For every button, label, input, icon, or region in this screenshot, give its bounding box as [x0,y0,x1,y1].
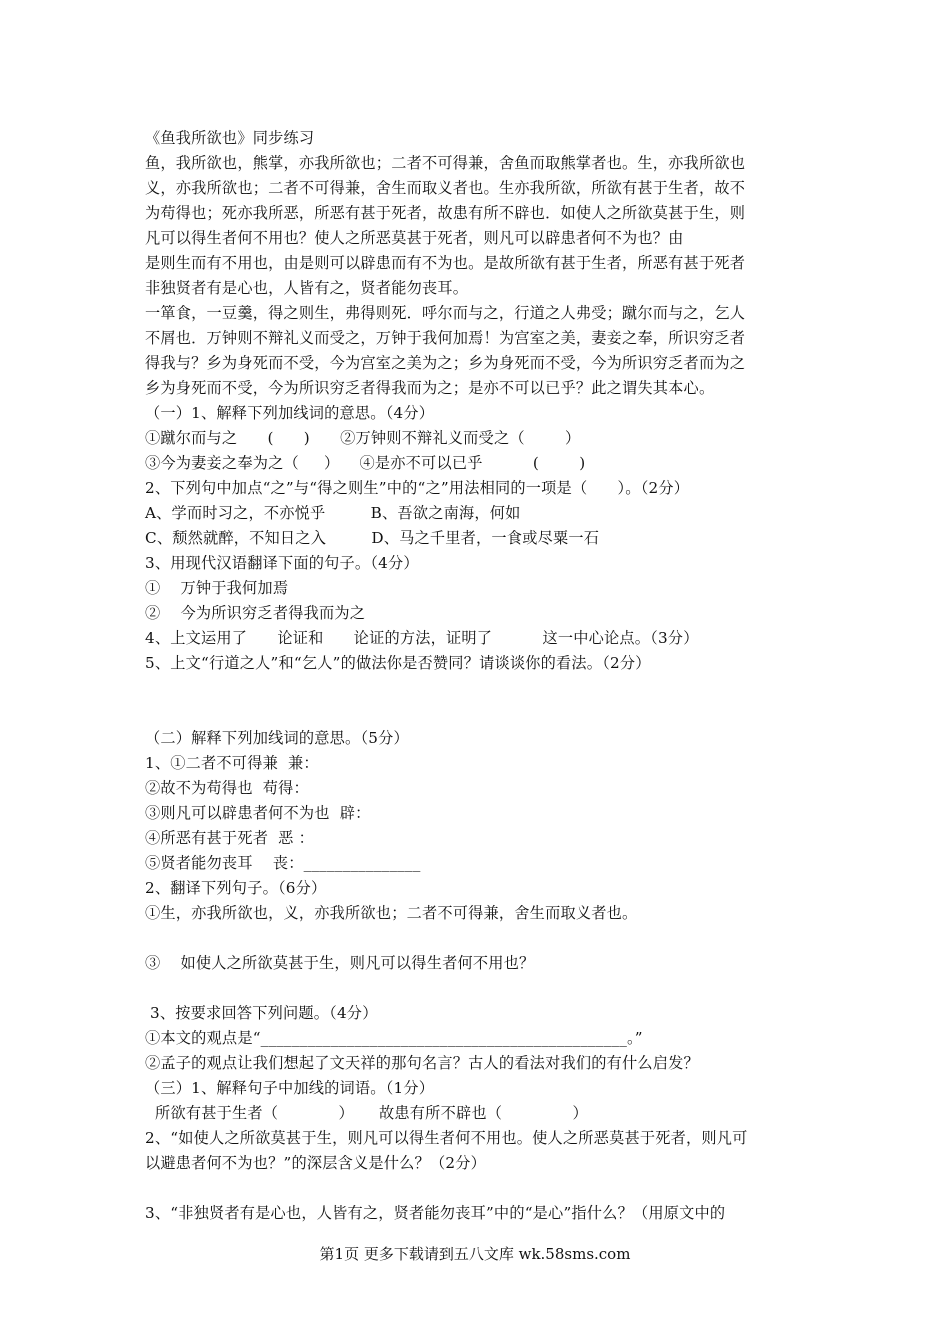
passage-line: 为苟得也；死亦我所恶，所恶有甚于死者，故患有所不辟也．如使人之所欲莫甚于生，则 [145,204,746,222]
question-line: ⑤贤者能勿丧耳 丧：_______________ [145,854,421,872]
question-line: 3、按要求回答下列问题。（4分） [145,1004,378,1022]
passage-line: 得我与？乡为身死而不受，今为宫室之美为之；乡为身死而不受，今为所识穷乏者而为之 [145,354,746,372]
passage-line: 凡可以得生者何不用也？使人之所恶莫甚于死者，则凡可以辟患者何不为也？由 [145,229,684,247]
option-line: C、颓然就醉，不知日之入 D、马之千里者，一食或尽粟一石 [145,529,600,547]
passage-line: 鱼，我所欲也，熊掌，亦我所欲也；二者不可得兼，舍鱼而取熊掌者也。生，亦我所欲也 [145,154,746,172]
question-line: 3、“非独贤者有是心也，人皆有之，贤者能勿丧耳”中的“是心”指什么？（用原文中的 [145,1204,726,1222]
question-line: ②孟子的观点让我们想起了文天祥的那句名言？古人的看法对我们的有什么启发？ [145,1054,699,1072]
question-line: ②故不为苟得也 苟得： [145,779,309,797]
question-line: ③今为妻妾之奉为之（ ） ④是亦不可以已乎 ( ) [145,454,586,472]
section-heading: （一）1、解释下列加线词的意思。（4分） [145,404,435,422]
question-line: ④所恶有甚于死者 恶 ： [145,829,314,847]
question-line: 以避患者何不为也？”的深层含义是什么？（2分） [145,1154,486,1172]
question-line: 4、上文运用了 论证和 论证的方法，证明了 这一中心论点。（3分） [145,629,699,647]
passage-line: 非独贤者有是心也，人皆有之，贤者能勿丧耳。 [145,279,469,297]
section-heading: （三）1、解释句子中加线的词语。（1分） [145,1079,435,1097]
question-line: ③则凡可以辟患者何不为也 辟： [145,804,371,822]
question-line: ①本文的观点是“_______________________________________________。” [145,1029,643,1047]
question-line: 2、“如使人之所欲莫甚于生，则凡可以得生者何不用也。使人之所恶莫甚于死者，则凡可 [145,1129,748,1147]
doc-title: 《鱼我所欲也》同步练习 [145,129,315,147]
question-line: 2、翻译下列句子。（6分） [145,879,327,897]
question-line: 2、下列句中加点“之”与“得之则生”中的“之”用法相同的一项是（ ）。（2分） [145,479,690,497]
passage-line: 不屑也．万钟则不辩礼义而受之，万钟于我何加焉！为宫室之美，妻妾之奉，所识穷乏者 [145,329,746,347]
question-line: 3、用现代汉语翻译下面的句子。（4分） [145,554,419,572]
passage-line: 乡为身死而不受，今为所识穷乏者得我而为之；是亦不可以已乎？此之谓失其本心。 [145,379,715,397]
option-line: A、学而时习之，不亦悦乎 B、吾欲之南海，何如 [145,504,521,522]
question-line: ①蹴尔而与之 ( ) ②万钟则不辩礼义而受之（ ） [145,429,581,447]
question-line: ② 今为所识穷乏者得我而为之 [145,604,366,622]
passage-line: 一箪食，一豆羹，得之则生，弗得则死．呼尔而与之，行道之人弗受；蹴尔而与之，乞人 [145,304,746,322]
passage-line: 是则生而有不用也，由是则可以辟患而有不为也。是故所欲有甚于生者，所恶有甚于死者 [145,254,746,272]
section-heading: （二）解释下列加线词的意思。（5分） [145,729,409,747]
question-line: 所欲有甚于生者（ ） 故患有所不辟也（ ） [145,1104,588,1122]
question-line: 5、上文“行道之人”和“乞人”的做法你是否赞同？请谈谈你的看法。（2分） [145,654,651,672]
question-line: ③ 如使人之所欲莫甚于生，则凡可以得生者何不用也？ [145,954,535,972]
question-line: ① 万钟于我何加焉 [145,579,289,597]
question-line: 1、①二者不可得兼 兼： [145,754,319,772]
passage-line: 义，亦我所欲也；二者不可得兼，舍生而取义者也。生亦我所欲，所欲有甚于生者，故不 [145,179,746,197]
page-footer: 第1页 更多下载请到五八文库 wk.58sms.com [319,1245,631,1263]
question-line: ①生，亦我所欲也，义，亦我所欲也；二者不可得兼，舍生而取义者也。 [145,904,638,922]
